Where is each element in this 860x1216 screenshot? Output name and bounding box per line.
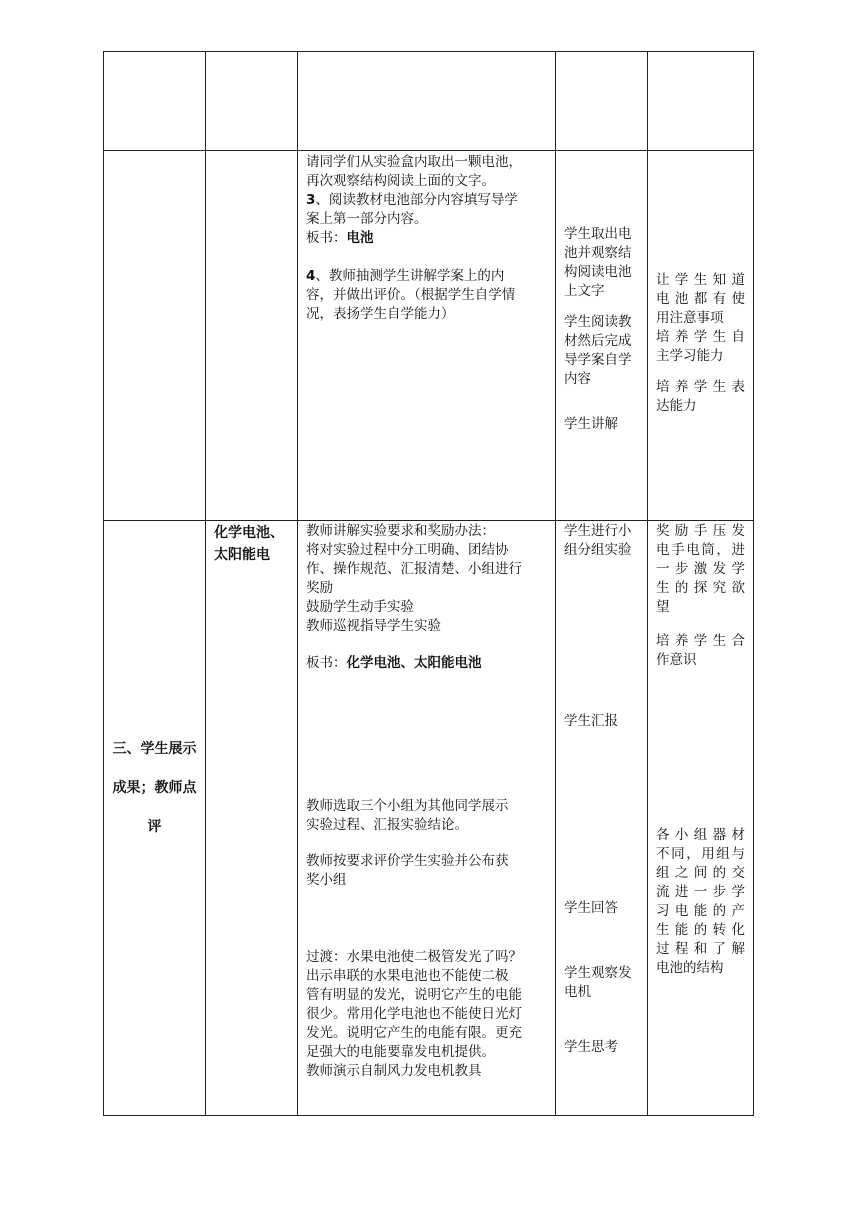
text-line: 鼓励学生动手实验 — [306, 599, 414, 615]
topic-cell — [206, 521, 298, 1116]
text-line: 各小组器材 — [656, 827, 745, 843]
text-line: 况，表扬学生自学能力） — [306, 306, 455, 322]
design-intent-cell — [648, 151, 754, 521]
text-fragment: 、教师抽测学生讲解学案上的内 — [315, 268, 505, 284]
text-line: 达能力 — [656, 398, 697, 414]
stage-cell — [104, 151, 206, 521]
table-row — [104, 52, 754, 151]
cell-empty — [648, 52, 754, 151]
text-line: 教师选取三个小组为其他同学展示 — [306, 798, 509, 814]
text-line: 导学案自学 — [564, 352, 632, 368]
topic-line: 太阳能电 — [214, 547, 270, 563]
text-line: 组分组实验 — [564, 542, 632, 558]
topic-cell — [206, 151, 298, 521]
text-line: 过程和了解 — [656, 941, 745, 957]
text-line: 出示串联的水果电池也不能使二极 — [306, 968, 509, 984]
teacher-activity-cell — [298, 151, 556, 521]
text-line: 学生思考 — [564, 1039, 618, 1055]
text-line: 请同学们从实验盒内取出一颗电池， — [306, 154, 522, 170]
text-line: 作意识 — [656, 652, 697, 668]
text-line: 电手电筒，进 — [656, 542, 745, 558]
text-line: 习电能的产 — [656, 903, 745, 919]
board-value: 电池 — [346, 230, 374, 246]
text-fragment: 、阅读教材电池部分内容填写导学 — [315, 192, 518, 208]
table-row — [104, 151, 754, 521]
cell-empty — [298, 52, 556, 151]
text-line: 不同，用组与 — [656, 846, 745, 862]
text-line: 组之间的交 — [656, 865, 745, 881]
text-line: 电池的结构 — [656, 960, 724, 976]
text-line: 一步激发学 — [656, 561, 745, 577]
text-line: 教师按要求评价学生实验并公布获 — [306, 853, 509, 869]
stage-title-line: 三、学生展示 — [112, 741, 197, 757]
text-line: 流进一步学 — [656, 884, 745, 900]
text-line: 培养学生表 — [656, 379, 745, 395]
board-label: 板书： — [306, 655, 347, 671]
text-line: 教师巡视指导学生实验 — [306, 618, 441, 634]
student-activity-cell — [556, 151, 648, 521]
text-line: 过渡：水果电池使二极管发光了吗？ — [306, 949, 522, 965]
text-line: 很少。常用化学电池也不能使日光灯 — [306, 1006, 522, 1022]
step-number: 4 — [306, 268, 316, 284]
text-line: 将对实验过程中分工明确、团结协 — [306, 542, 509, 558]
text-line: 让学生知道 — [656, 272, 745, 288]
teacher-activity-cell — [298, 521, 556, 1116]
text-line: 奖励 — [306, 580, 333, 596]
text-line: 学生汇报 — [564, 713, 618, 729]
text-line: 学生进行小 — [564, 523, 632, 539]
cell-empty — [556, 52, 648, 151]
text-line: 池并观察结 — [564, 245, 632, 261]
text-line: 生的探究欲 — [656, 580, 745, 596]
text-line — [306, 267, 547, 286]
text-line: 奖励手压发 — [656, 523, 745, 539]
text-line: 作、操作规范、汇报清楚、小组进行 — [306, 561, 522, 577]
text-line: 教师演示自制风力发电机教具 — [306, 1063, 482, 1079]
board-value: 化学电池、太阳能电池 — [346, 655, 482, 671]
text-line: 培养学生自 — [656, 329, 745, 345]
text-line: 电机 — [564, 984, 591, 1000]
text-line: 主学习能力 — [656, 348, 724, 364]
board-note — [306, 654, 547, 673]
text-line: 发光。说明它产生的电能有限。更充 — [306, 1025, 522, 1041]
text-line: 用注意事项 — [656, 310, 724, 326]
student-activity-cell — [556, 521, 648, 1116]
cell-empty — [104, 52, 206, 151]
table-row — [104, 521, 754, 1116]
stage-title-line: 成果；教师点 — [112, 780, 197, 796]
text-line: 材然后完成 — [564, 333, 632, 349]
text-line: 培养学生合 — [656, 633, 745, 649]
text-line — [306, 191, 547, 210]
text-line: 容，并做出评价。（根据学生自学情 — [306, 287, 516, 303]
board-note — [306, 229, 547, 248]
text-line: 教师讲解实验要求和奖励办法： — [306, 523, 495, 539]
text-line: 构阅读电池 — [564, 264, 632, 280]
text-line: 学生讲解 — [564, 416, 618, 432]
text-line: 生能的转化 — [656, 922, 745, 938]
text-line: 内容 — [564, 371, 591, 387]
design-intent-cell — [648, 521, 754, 1116]
text-line: 上文字 — [564, 283, 605, 299]
text-line: 学生阅读教 — [564, 314, 632, 330]
text-line: 学生取出电 — [564, 226, 632, 242]
text-line: 电池都有使 — [656, 291, 745, 307]
text-line: 奖小组 — [306, 872, 347, 888]
stage-cell — [104, 521, 206, 1116]
lesson-plan-table — [103, 51, 754, 1116]
step-number: 3 — [306, 192, 316, 208]
text-line: 案上第一部分内容。 — [306, 211, 428, 227]
stage-title-line: 评 — [147, 819, 162, 835]
text-line: 再次观察结构阅读上面的文字。 — [306, 173, 495, 189]
cell-empty — [206, 52, 298, 151]
text-line: 望 — [656, 599, 670, 615]
topic-line: 化学电池、 — [214, 525, 284, 541]
text-line: 实验过程、汇报实验结论。 — [306, 817, 468, 833]
text-line: 管有明显的发光，说明它产生的电能 — [306, 987, 522, 1003]
text-line: 学生观察发 — [564, 965, 632, 981]
board-label: 板书： — [306, 230, 347, 246]
text-line: 足强大的电能要靠发电机提供。 — [306, 1044, 495, 1060]
text-line: 学生回答 — [564, 900, 618, 916]
